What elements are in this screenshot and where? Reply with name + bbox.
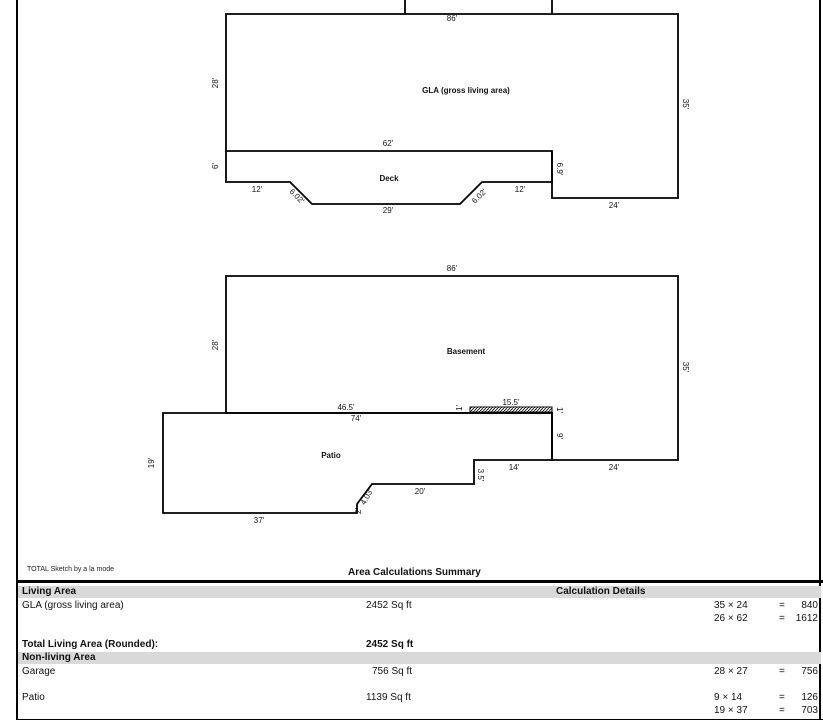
non-living-header-row (18, 652, 821, 664)
dim-deck-diag-left: 6.02' (287, 187, 306, 206)
dim-f2-left: 28' (211, 339, 220, 351)
patio-calc-1-val: 126 (801, 692, 818, 703)
gla-area: 2452 Sq ft (366, 600, 412, 611)
patio-calc-2-eq: = (779, 705, 785, 716)
living-area-header: Living Area (22, 586, 77, 597)
dim-f2-bottom-right: 24' (608, 463, 620, 472)
garage-calc-1-val: 756 (801, 666, 818, 677)
patio-calc-2-val: 703 (801, 705, 818, 716)
gla-row (18, 600, 821, 612)
summary-top-rule (16, 580, 823, 583)
non-living-header: Non-living Area (22, 652, 96, 663)
dim-patio-height: 19' (147, 457, 156, 469)
dim-f2-notch: 2' (354, 508, 363, 514)
dim-f1-left: 28' (211, 77, 220, 89)
dim-basement-ledge: 46.5' (337, 403, 355, 412)
patio-calc-1-expr: 9 × 14 (714, 692, 743, 703)
dim-f2-diag: 4.03' (358, 487, 376, 507)
summary-title: Area Calculations Summary (348, 567, 481, 578)
patio-label: Patio (321, 451, 341, 460)
dim-hatch-right: 1' (555, 407, 564, 413)
total-living-row (18, 639, 821, 651)
dim-patio-top: 74' (350, 414, 362, 423)
total-living-area: 2452 Sq ft (366, 639, 414, 650)
garage-name: Garage (22, 666, 56, 677)
gla-calc-1-expr: 35 × 24 (714, 600, 748, 611)
garage-row (18, 666, 821, 678)
hatched-wall (470, 407, 552, 412)
dim-deck-diag-right: 6.02' (470, 187, 489, 206)
garage-area: 756 Sq ft (372, 666, 413, 677)
dim-hatch-width: 15.5' (502, 398, 520, 407)
floor1-labels (211, 14, 690, 215)
dim-step-inner: 14' (508, 463, 520, 472)
patio-name: Patio (22, 692, 45, 703)
dim-f1-bottom-right: 24' (608, 201, 620, 210)
brand-caption: TOTAL Sketch by a la mode (27, 566, 115, 573)
basement-label: Basement (446, 347, 486, 356)
dim-hatch-left: 1' (455, 405, 464, 411)
living-area-header-row (18, 586, 821, 598)
gla-calc-2-expr: 26 × 62 (714, 613, 748, 624)
dim-deck-right: 12' (514, 185, 526, 194)
dim-f2-bottom-mid: 20' (414, 487, 426, 496)
gla-calc-1-val: 840 (801, 600, 818, 611)
dim-f1-top: 86' (446, 14, 458, 23)
dim-step-small: 3.5' (476, 468, 485, 482)
patio-outline (163, 413, 552, 513)
dim-deck-bottom: 29' (382, 206, 394, 215)
floor2-plan (163, 276, 678, 513)
patio-row (18, 692, 821, 704)
patio-area: 1139 Sq ft (366, 692, 411, 703)
dim-deck-height: 6' (211, 163, 220, 169)
dim-f2-bottom-left: 37' (253, 516, 265, 525)
basement-outline (226, 276, 678, 460)
dim-f1-right: 35' (681, 98, 690, 110)
garage-calc-1-eq: = (779, 666, 785, 677)
patio-calc-2-expr: 19 × 37 (714, 705, 748, 716)
garage-calc-1-expr: 28 × 27 (714, 666, 748, 677)
patio-calc-1-eq: = (779, 692, 785, 703)
dim-deck-right-height: 6.9' (555, 162, 564, 176)
floor2-labels (147, 264, 690, 525)
dim-f2-right: 35' (681, 361, 690, 373)
floor1-plan (226, 0, 678, 204)
calc-details-header: Calculation Details (556, 586, 646, 597)
dim-step-height: 9' (555, 433, 564, 439)
gla-calc-2-val: 1612 (795, 613, 818, 624)
dim-f2-top: 86' (446, 264, 458, 273)
gla-calc-1-eq: = (779, 600, 785, 611)
dim-f1-inner: 62' (382, 139, 394, 148)
deck-label: Deck (379, 174, 399, 183)
patio-calc-row-2 (18, 705, 821, 717)
dim-deck-left: 12' (251, 185, 263, 194)
gla-calc-2-eq: = (779, 613, 785, 624)
total-living-label: Total Living Area (Rounded): (22, 639, 159, 650)
gla-label: GLA (gross living area) (422, 86, 510, 95)
gla-name: GLA (gross living area) (22, 600, 124, 611)
gla-outline (226, 14, 678, 198)
gla-calc-row-2 (18, 613, 821, 625)
